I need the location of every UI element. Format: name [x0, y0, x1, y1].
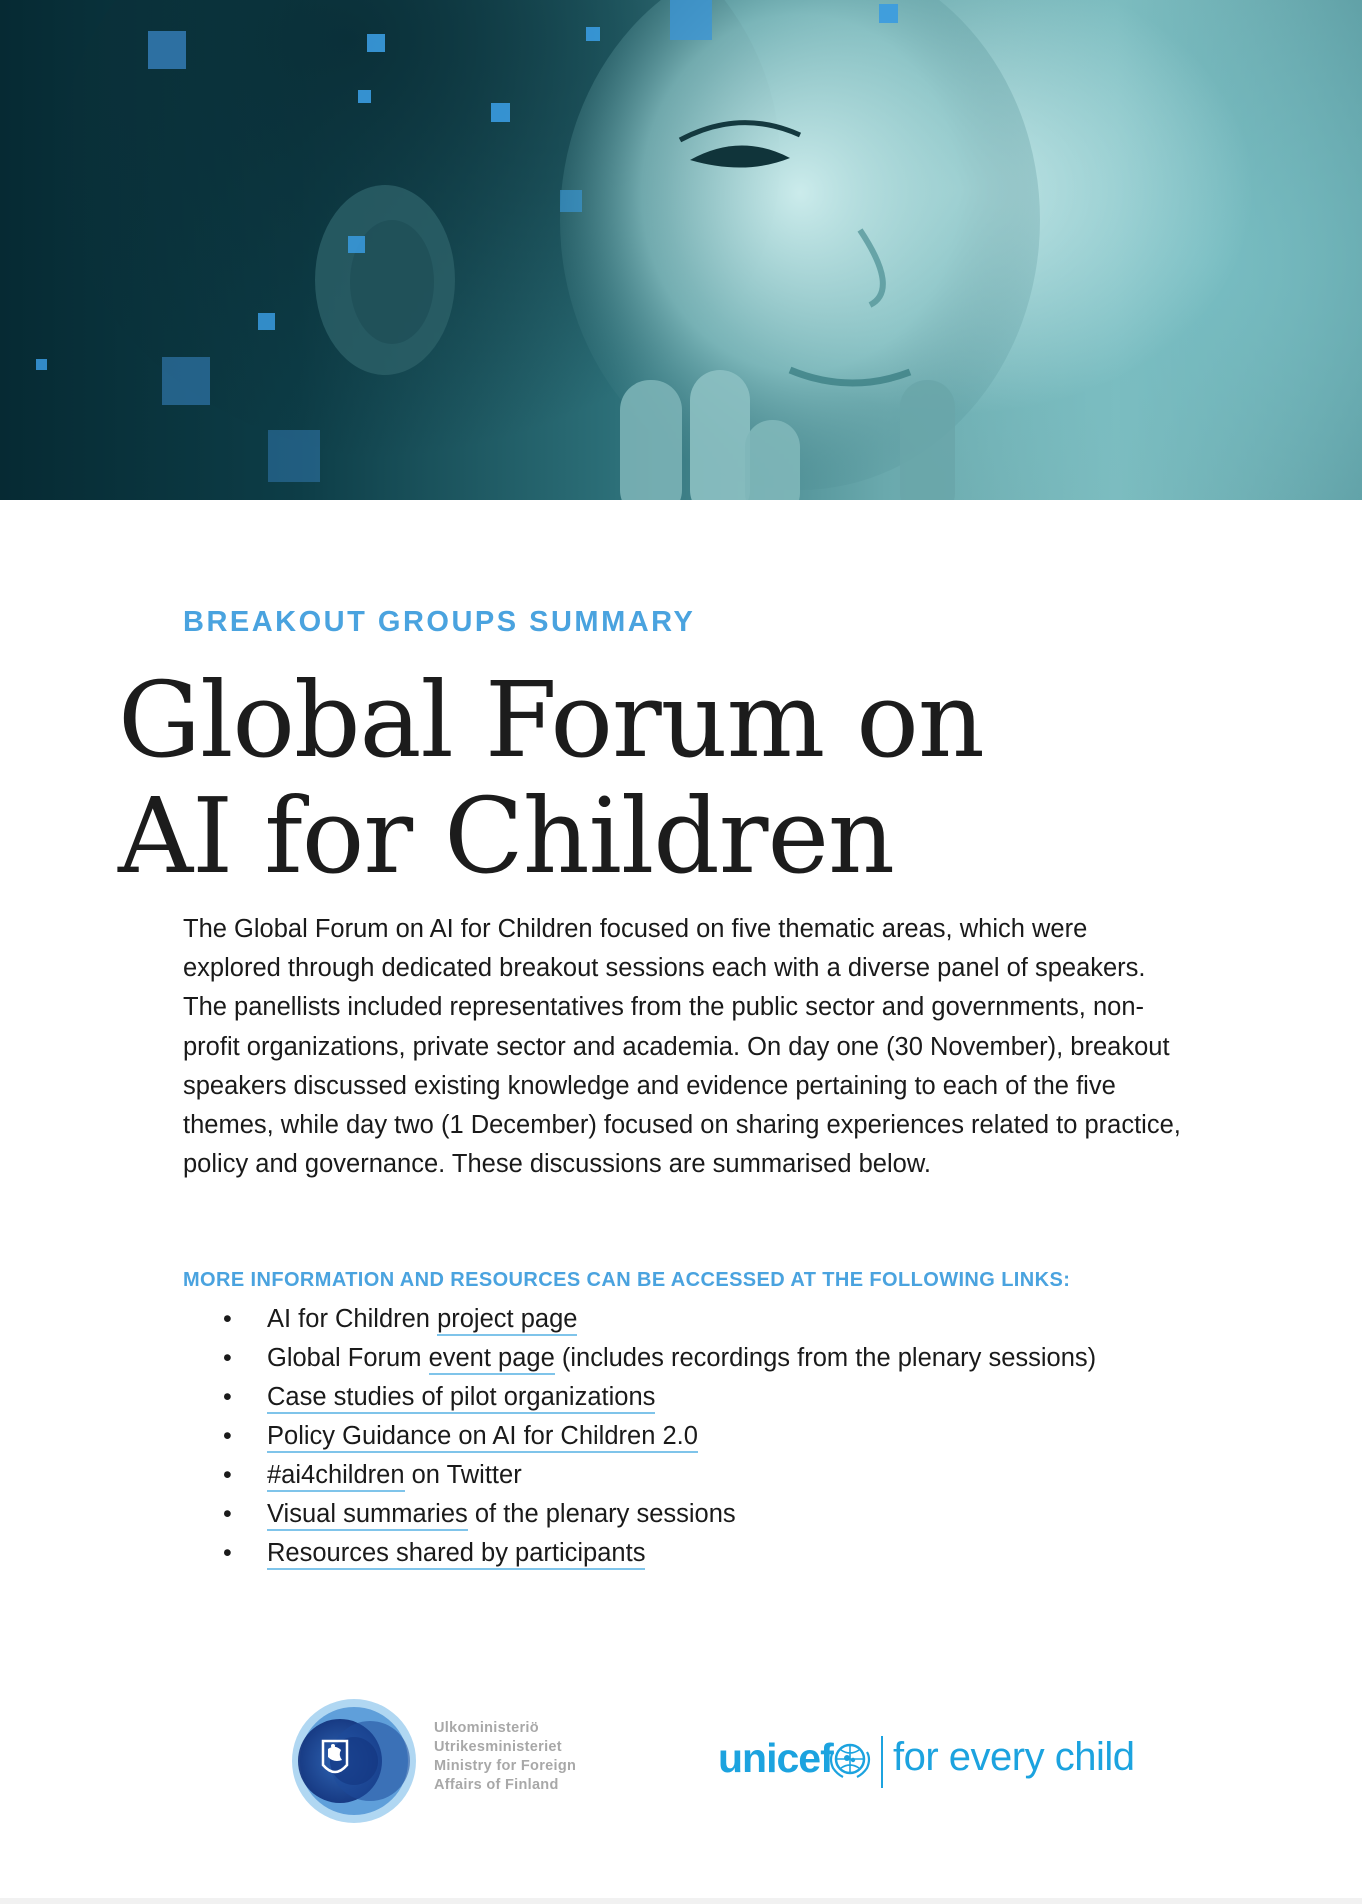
- participant-resources-link[interactable]: Resources shared by participants: [267, 1539, 645, 1570]
- list-item: [183, 1378, 1263, 1417]
- finland-ministry-emblem-icon: [290, 1697, 418, 1825]
- event-page-link[interactable]: event page: [429, 1344, 555, 1375]
- bullet-icon: •: [223, 1344, 232, 1372]
- twitter-hashtag-link[interactable]: #ai4children: [267, 1461, 405, 1492]
- unicef-tagline: for every child: [893, 1735, 1135, 1779]
- link-suffix: of the plenary sessions: [467, 1500, 736, 1528]
- footer-logos: [0, 1680, 1362, 1830]
- title-line-2: AI for Children: [118, 775, 895, 897]
- document-kicker: BREAKOUT GROUPS SUMMARY: [183, 606, 696, 638]
- links-heading: MORE INFORMATION AND RESOURCES CAN BE ACCESSED AT THE FOLLOWING LINKS:: [183, 1269, 1071, 1291]
- page-bottom-edge: [0, 1898, 1362, 1904]
- list-item: [183, 1456, 1263, 1495]
- bullet-icon: •: [223, 1383, 232, 1411]
- hero-image: [0, 0, 1362, 500]
- project-page-link[interactable]: project page: [437, 1305, 577, 1336]
- list-item: [183, 1339, 1263, 1378]
- list-item: [183, 1495, 1263, 1534]
- unicef-divider: [881, 1736, 883, 1788]
- case-studies-link[interactable]: Case studies of pilot organizations: [267, 1383, 655, 1414]
- resource-links-list: [183, 1300, 1263, 1573]
- bullet-icon: •: [223, 1305, 232, 1333]
- intro-paragraph: The Global Forum on AI for Children focused on five thematic areas, which were explored through dedicated breakout sessions each with a diverse panel of speakers. The panellists included representatives from the public sector and governments, non-profit organizations, private sector and academia. On day one (30 November), breakout speakers discussed existing knowledge and evidence pertaining to each of the five themes, while day two (1 December) focused on sharing experiences related to practice, policy and governance. These discussions are summarised below.: [183, 915, 1181, 1179]
- visual-summaries-link[interactable]: Visual summaries: [267, 1500, 468, 1531]
- unicef-globe-icon: [827, 1736, 873, 1782]
- document-title: [118, 659, 984, 897]
- unicef-wordmark: unicef: [718, 1735, 833, 1781]
- title-line-1: Global Forum on: [118, 659, 984, 781]
- policy-guidance-link[interactable]: Policy Guidance on AI for Children 2.0: [267, 1422, 698, 1453]
- finland-ministry-name: [434, 1719, 576, 1795]
- ministry-name-english-1: Ministry for Foreign: [434, 1758, 577, 1774]
- bullet-icon: •: [223, 1500, 232, 1528]
- link-prefix: Global Forum: [267, 1344, 429, 1372]
- list-item: [183, 1534, 1263, 1573]
- list-item: [183, 1300, 1263, 1339]
- bullet-icon: •: [223, 1422, 232, 1450]
- bullet-icon: •: [223, 1539, 232, 1567]
- ministry-name-finnish: Ulkoministeriö: [434, 1720, 539, 1736]
- bullet-icon: •: [223, 1461, 232, 1489]
- link-prefix: AI for Children: [267, 1305, 438, 1333]
- link-suffix: on Twitter: [404, 1461, 522, 1489]
- ministry-name-swedish: Utrikesministeriet: [434, 1739, 562, 1755]
- ministry-name-english-2: Affairs of Finland: [434, 1777, 559, 1793]
- hero-illustration: [0, 0, 1362, 500]
- list-item: [183, 1417, 1263, 1456]
- link-suffix: (includes recordings from the plenary sessions): [554, 1344, 1097, 1372]
